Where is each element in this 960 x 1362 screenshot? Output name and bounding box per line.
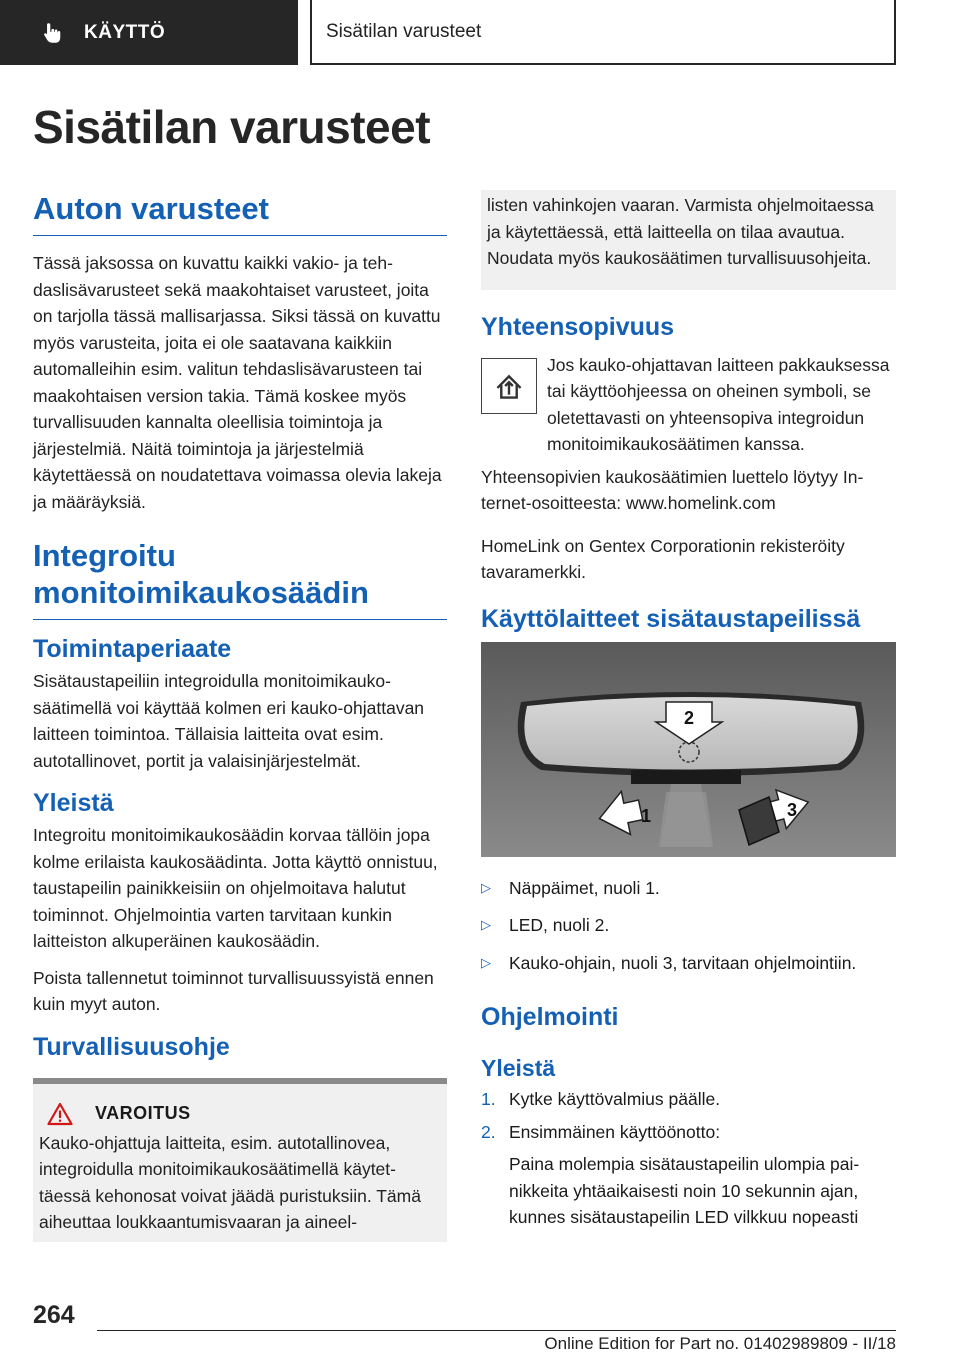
controls-list	[481, 875, 896, 977]
heading-turvallisuusohje: Turvallisuusohje	[33, 1032, 230, 1061]
list-item: ▷ LED, nuoli 2.	[481, 912, 896, 939]
list-item: ▷ Kauko-ohjain, nuoli 3, tarvitaan ohjelmointiin.	[481, 950, 896, 977]
page-number: 264	[33, 1301, 75, 1329]
left-column	[33, 190, 447, 1242]
triangle-bullet-icon: ▷	[481, 879, 491, 895]
callout-3: 3	[787, 799, 798, 820]
step-item: 1. Kytke käyttövalmius päälle.	[481, 1089, 721, 1109]
heading-yleista-ohjelmointi: Yleistä	[481, 1055, 556, 1081]
section-label: KÄYTTÖ	[84, 21, 166, 43]
warning-box-continued	[481, 190, 896, 290]
warning-text: Kauko-ohjattuja laitteita, esim. autotallinovea, integroidulla monitoimikaukosäätimellä käytettäessä kehonosat voivat jäädä puristuksiin. Tämä aiheuttaa loukkaantumisvaaran ja aineel-	[39, 1132, 421, 1232]
paragraph-yhteensopivuus-2: Yhteensopivien kaukosäätimien luettelo löytyy Internet-osoitteesta: www.homelink.com	[481, 466, 864, 513]
heading-yhteensopivuus: Yhteensopivuus	[481, 312, 675, 341]
heading-kayttolaitteet: Käyttölaitteet sisätaustapeilissä	[481, 604, 861, 633]
callout-1: 1	[641, 805, 652, 826]
footer-rule	[97, 1330, 896, 1331]
programming-steps	[481, 1086, 896, 1145]
triangle-bullet-icon: ▷	[481, 954, 491, 970]
paragraph-yhteensopivuus-1: Jos kauko-ohjattavan laitteen pakkauksessa tai käyttöohjeessa on oheinen symboli, se oletettavasti on yhteensopiva integroidun monitoimikaukosäätimen kanssa.	[547, 354, 890, 454]
heading-auton-varusteet: Auton varusteet	[33, 190, 447, 236]
step-2-detail: Paina molempia sisätaustapeilin ulompia painikkeita yhtäaikaisesti noin 10 sekunnin ajan, kunnes sisätaustapeilin LED vilkkuu nopeasti	[509, 1154, 860, 1227]
warning-text-continued: listen vahinkojen vaaran. Varmista ohjelmoitaessa ja käytettäessä, että laitteella on tilaa avautua. Noudata myös kaukosäätimen turvallisuusohjeita.	[487, 195, 874, 268]
chapter-label: Sisätilan varusteet	[326, 20, 482, 42]
homelink-symbol-icon	[481, 358, 537, 414]
chapter-tab	[310, 0, 896, 65]
heading-ohjelmointi: Ohjelmointi	[481, 1003, 619, 1031]
triangle-bullet-icon: ▷	[481, 917, 491, 932]
compatibility-block	[481, 352, 896, 458]
paragraph-yleista-1: Integroitu monitoimikaukosäädin korvaa tällöin jopa kolme erilaista kaukosäädinta. Jotta käyttö onnistuu, taustapeilin painikkeisiin on ohjelmoitava halutut toiminnot. Ohjelmointia varten tarvitaan kunkin laitteiston alkuperäinen kaukosäädin.	[33, 825, 438, 951]
paragraph-homelink: HomeLink on Gentex Corporationin rekisteröity tavaramerkki.	[481, 535, 845, 582]
paragraph-toimintaperiaate: Sisätaustapeiliin integroidulla monitoimikaukosäätimellä voi käyttää kolmen eri kauko-ohjattavan laitteen toimintoa. Tällaisia laitteita ovat esim. autotallinovet, portit ja valaisinjärjestelmät.	[33, 671, 425, 771]
heading-integroitu: Integroitu monitoimikaukosäädin	[33, 537, 447, 620]
paragraph-auton: Tässä jaksossa on kuvattu kaikki vakio- ja tehdaslisävarusteet sekä maakohtaiset varusteet, joita on tarjolla tässä mallisarjassa. Siksi tässä on kuvattu myös varusteita, joita ei ole saatavana kaikkiin automalleihin esim. valitun tehdaslisävarusteen tai maakohtaisen version takia. Tämä koskee myös turvallisuuden kannalta oleellisia toimintoja ja järjestelmiä. Näitä toimintoja ja järjestelmiä käytettäessä on noudatettava voimassa olevia lakeja ja määräyksiä.	[33, 253, 442, 512]
hand-icon	[40, 20, 66, 46]
list-item: ▷ Näppäimet, nuoli 1.	[481, 875, 896, 902]
page-title: Sisätilan varusteet	[33, 101, 431, 153]
heading-yleista: Yleistä	[33, 789, 114, 817]
edition-label: Online Edition for Part no. 01402989809 - II/18	[544, 1334, 896, 1353]
warning-box	[33, 1078, 447, 1242]
warning-title: VAROITUS	[95, 1103, 191, 1123]
paragraph-yleista-2: Poista tallennetut toiminnot turvallisuussyistä ennen kuin myyt auton.	[33, 967, 434, 1014]
right-column	[481, 190, 896, 1231]
warning-icon	[47, 1102, 73, 1126]
step-item: 2. Ensimmäinen käyttöönotto:	[481, 1121, 721, 1142]
section-tab	[0, 0, 298, 65]
mirror-illustration	[481, 642, 896, 857]
heading-toimintaperiaate: Toimintaperiaate	[33, 635, 232, 663]
callout-2: 2	[684, 707, 695, 728]
